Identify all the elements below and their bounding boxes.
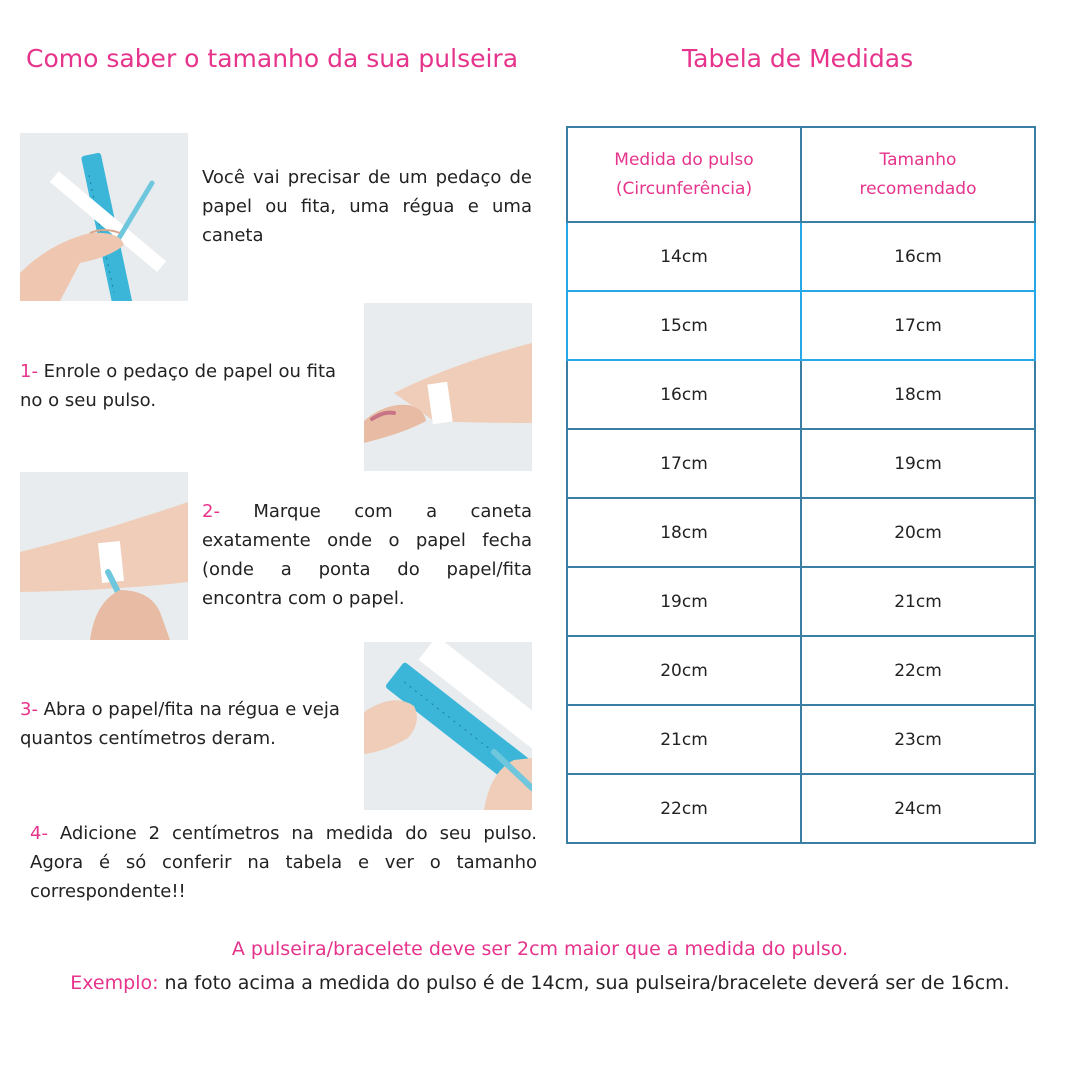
step-2-number: 2-: [202, 501, 220, 522]
size-cell: 20cm: [801, 498, 1035, 567]
paper-wrapped-wrist-photo-icon: [364, 303, 532, 471]
step-2-body: Marque com a caneta exatamente onde o papel fecha (onde a ponta do papel/fita encontra com o papel.: [202, 501, 532, 609]
step-4-text: [30, 819, 537, 906]
page-title-size-table: Tabela de Medidas: [682, 44, 914, 73]
wrist-cell: 15cm: [567, 291, 801, 360]
wrist-cell: 17cm: [567, 429, 801, 498]
size-table: [566, 126, 1036, 844]
size-cell: 19cm: [801, 429, 1035, 498]
example-label: Exemplo:: [70, 972, 159, 994]
size-cell: 17cm: [801, 291, 1035, 360]
size-cell: 24cm: [801, 774, 1035, 843]
wrist-cell: 21cm: [567, 705, 801, 774]
step-3-number: 3-: [20, 699, 38, 720]
table-row: [567, 774, 1035, 843]
footer-note: A pulseira/bracelete deve ser 2cm maior que a medida do pulso.: [231, 938, 849, 960]
wrist-cell: 18cm: [567, 498, 801, 567]
mark-paper-pencil-photo-icon: [20, 472, 188, 640]
table-row: [567, 429, 1035, 498]
table-row: [567, 360, 1035, 429]
table-row: [567, 705, 1035, 774]
step-4-body: Adicione 2 centímetros na medida do seu pulso. Agora é só conferir na tabela e ver o tamanho correspondente!!: [30, 823, 537, 902]
step-1-number: 1-: [20, 361, 38, 382]
step-1-text: [20, 357, 360, 415]
table-row: [567, 636, 1035, 705]
size-cell: 18cm: [801, 360, 1035, 429]
size-cell: 23cm: [801, 705, 1035, 774]
header-recommended-size: [801, 127, 1035, 222]
measure-paper-ruler-photo-icon: [364, 642, 532, 810]
table-row: [567, 222, 1035, 291]
intro-step-text: Você vai precisar de um pedaço de papel ou fita, uma régua e uma caneta: [202, 167, 532, 246]
wrist-cell: 20cm: [567, 636, 801, 705]
table-row: [567, 498, 1035, 567]
step-3-text: [20, 695, 360, 753]
header-size-line2: recomendado: [859, 178, 977, 199]
step-4-number: 4-: [30, 823, 48, 844]
table-row: [567, 291, 1035, 360]
table-header-row: [567, 127, 1035, 222]
header-wrist-measure: [567, 127, 801, 222]
header-wrist-line2: (Circunferência): [615, 178, 753, 199]
table-row: [567, 567, 1035, 636]
size-cell: 16cm: [801, 222, 1035, 291]
header-wrist-line1: Medida do pulso: [614, 149, 754, 170]
ruler-paper-pen-photo-icon: [20, 133, 188, 301]
wrist-cell: 16cm: [567, 360, 801, 429]
step-2-text: [202, 497, 532, 613]
footer-example: [0, 972, 1080, 994]
wrist-cell: 14cm: [567, 222, 801, 291]
step-3-body: Abra o papel/fita na régua e veja quantos centímetros deram.: [20, 699, 340, 749]
header-size-line1: Tamanho: [879, 149, 957, 170]
size-cell: 21cm: [801, 567, 1035, 636]
page-title-how-to-measure: Como saber o tamanho da sua pulseira: [26, 44, 519, 73]
step-1-body: Enrole o pedaço de papel ou fita no o seu pulso.: [20, 361, 337, 411]
wrist-cell: 22cm: [567, 774, 801, 843]
example-text: na foto acima a medida do pulso é de 14cm, sua pulseira/bracelete deverá ser de 16cm.: [158, 972, 1010, 994]
wrist-cell: 19cm: [567, 567, 801, 636]
size-cell: 22cm: [801, 636, 1035, 705]
